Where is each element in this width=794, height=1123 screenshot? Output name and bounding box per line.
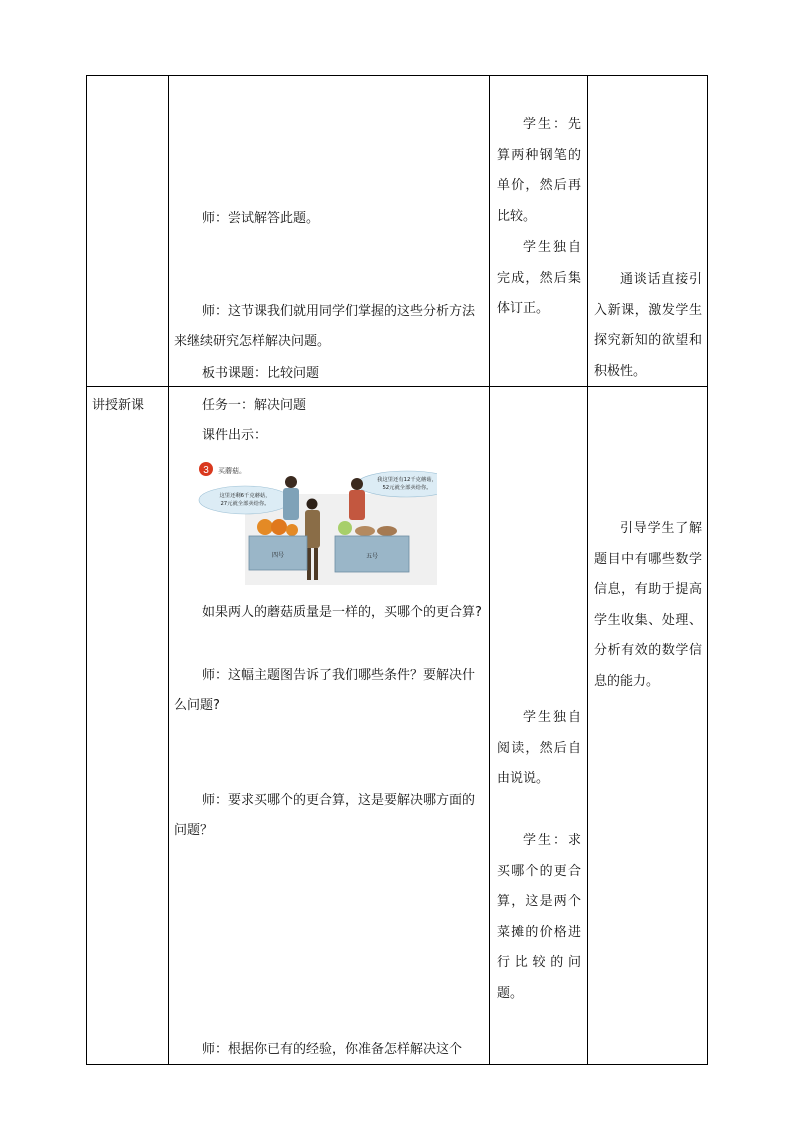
column-divider-2 (489, 75, 490, 1065)
table-right-border (707, 75, 708, 1065)
board-title-text: 板书课题：比较问题 (202, 366, 320, 381)
teacher-question-2: 师：要求买哪个的更合算，这是要解决哪方面的问题？ (174, 793, 476, 838)
teacher-question-3: 师：根据你已有的经验，你准备怎样解决这个 (202, 1042, 463, 1057)
left-bubble-text-2: 27元就全部卖给你。 (220, 501, 270, 507)
problem-number: 3 (203, 465, 209, 476)
column-divider-3 (587, 75, 588, 1065)
student-activity-2: 学生独自完成，然后集体订正。 (497, 240, 581, 316)
mushroom-market-illustration (197, 460, 437, 585)
customer-head (307, 499, 318, 510)
right-bubble-text-2: 52元就全部卖给你。 (382, 485, 432, 491)
table-left-border (86, 75, 87, 1065)
table-top-border (86, 75, 708, 76)
cabbage-icon (338, 521, 352, 535)
question-text: 如果两人的蘑菇质量是一样的，买哪个的更合算? (202, 605, 482, 620)
table-bottom-border (86, 1064, 708, 1065)
pumpkin-icon (271, 519, 287, 535)
vendor-left-body (283, 488, 299, 520)
stall-four-label: 四号 (271, 552, 285, 559)
mushroom-pile-icon (355, 526, 375, 536)
mushroom-pile-icon (377, 526, 397, 536)
teacher-question-1: 师：这幅主题图告诉了我们哪些条件？要解决什么问题? (174, 668, 476, 713)
pumpkin-icon (257, 519, 273, 535)
student-activity-3: 学生独自阅读，然后自由说说。 (497, 710, 581, 786)
stage-label: 讲授新课 (92, 398, 145, 413)
teacher-intro-text: 师：这节课我们就用同学们掌握的这些分析方法来继续研究怎样解决问题。 (174, 304, 476, 349)
vendor-left-head (285, 476, 297, 488)
courseware-label: 课件出示： (202, 428, 268, 443)
column-divider-1 (168, 75, 169, 1065)
design-purpose-1: 通谈话直接引入新课，激发学生探究新知的欲望和积极性。 (594, 272, 702, 379)
vendor-right-body (349, 490, 365, 520)
teacher-try-text: 师：尝试解答此题。 (202, 211, 320, 226)
task-heading: 任务一：解决问题 (202, 398, 307, 413)
right-bubble-text: 我这里还有12千克蘑菇， (377, 477, 437, 483)
left-bubble-text: 这里还剩6千克蘑菇， (219, 493, 271, 499)
market-scene-image (197, 460, 437, 585)
vendor-right-head (351, 478, 363, 490)
left-speech-bubble (199, 486, 291, 514)
stall-five-label: 五号 (365, 553, 379, 560)
student-activity-4: 学生：求买哪个的更合算，这是两个菜摊的价格进行比较的问题。 (497, 833, 581, 1001)
pumpkin-icon (286, 524, 298, 536)
right-speech-bubble (357, 471, 437, 497)
student-activity-1: 学生：先算两种钢笔的单价，然后再比较。 (497, 117, 581, 224)
design-purpose-2: 引导学生了解题目中有哪些数学信息，有助于提高学生收集、处理、分析有效的数学信息的能力。 (594, 521, 702, 689)
illustration-title: 买蘑菇。 (218, 467, 246, 475)
